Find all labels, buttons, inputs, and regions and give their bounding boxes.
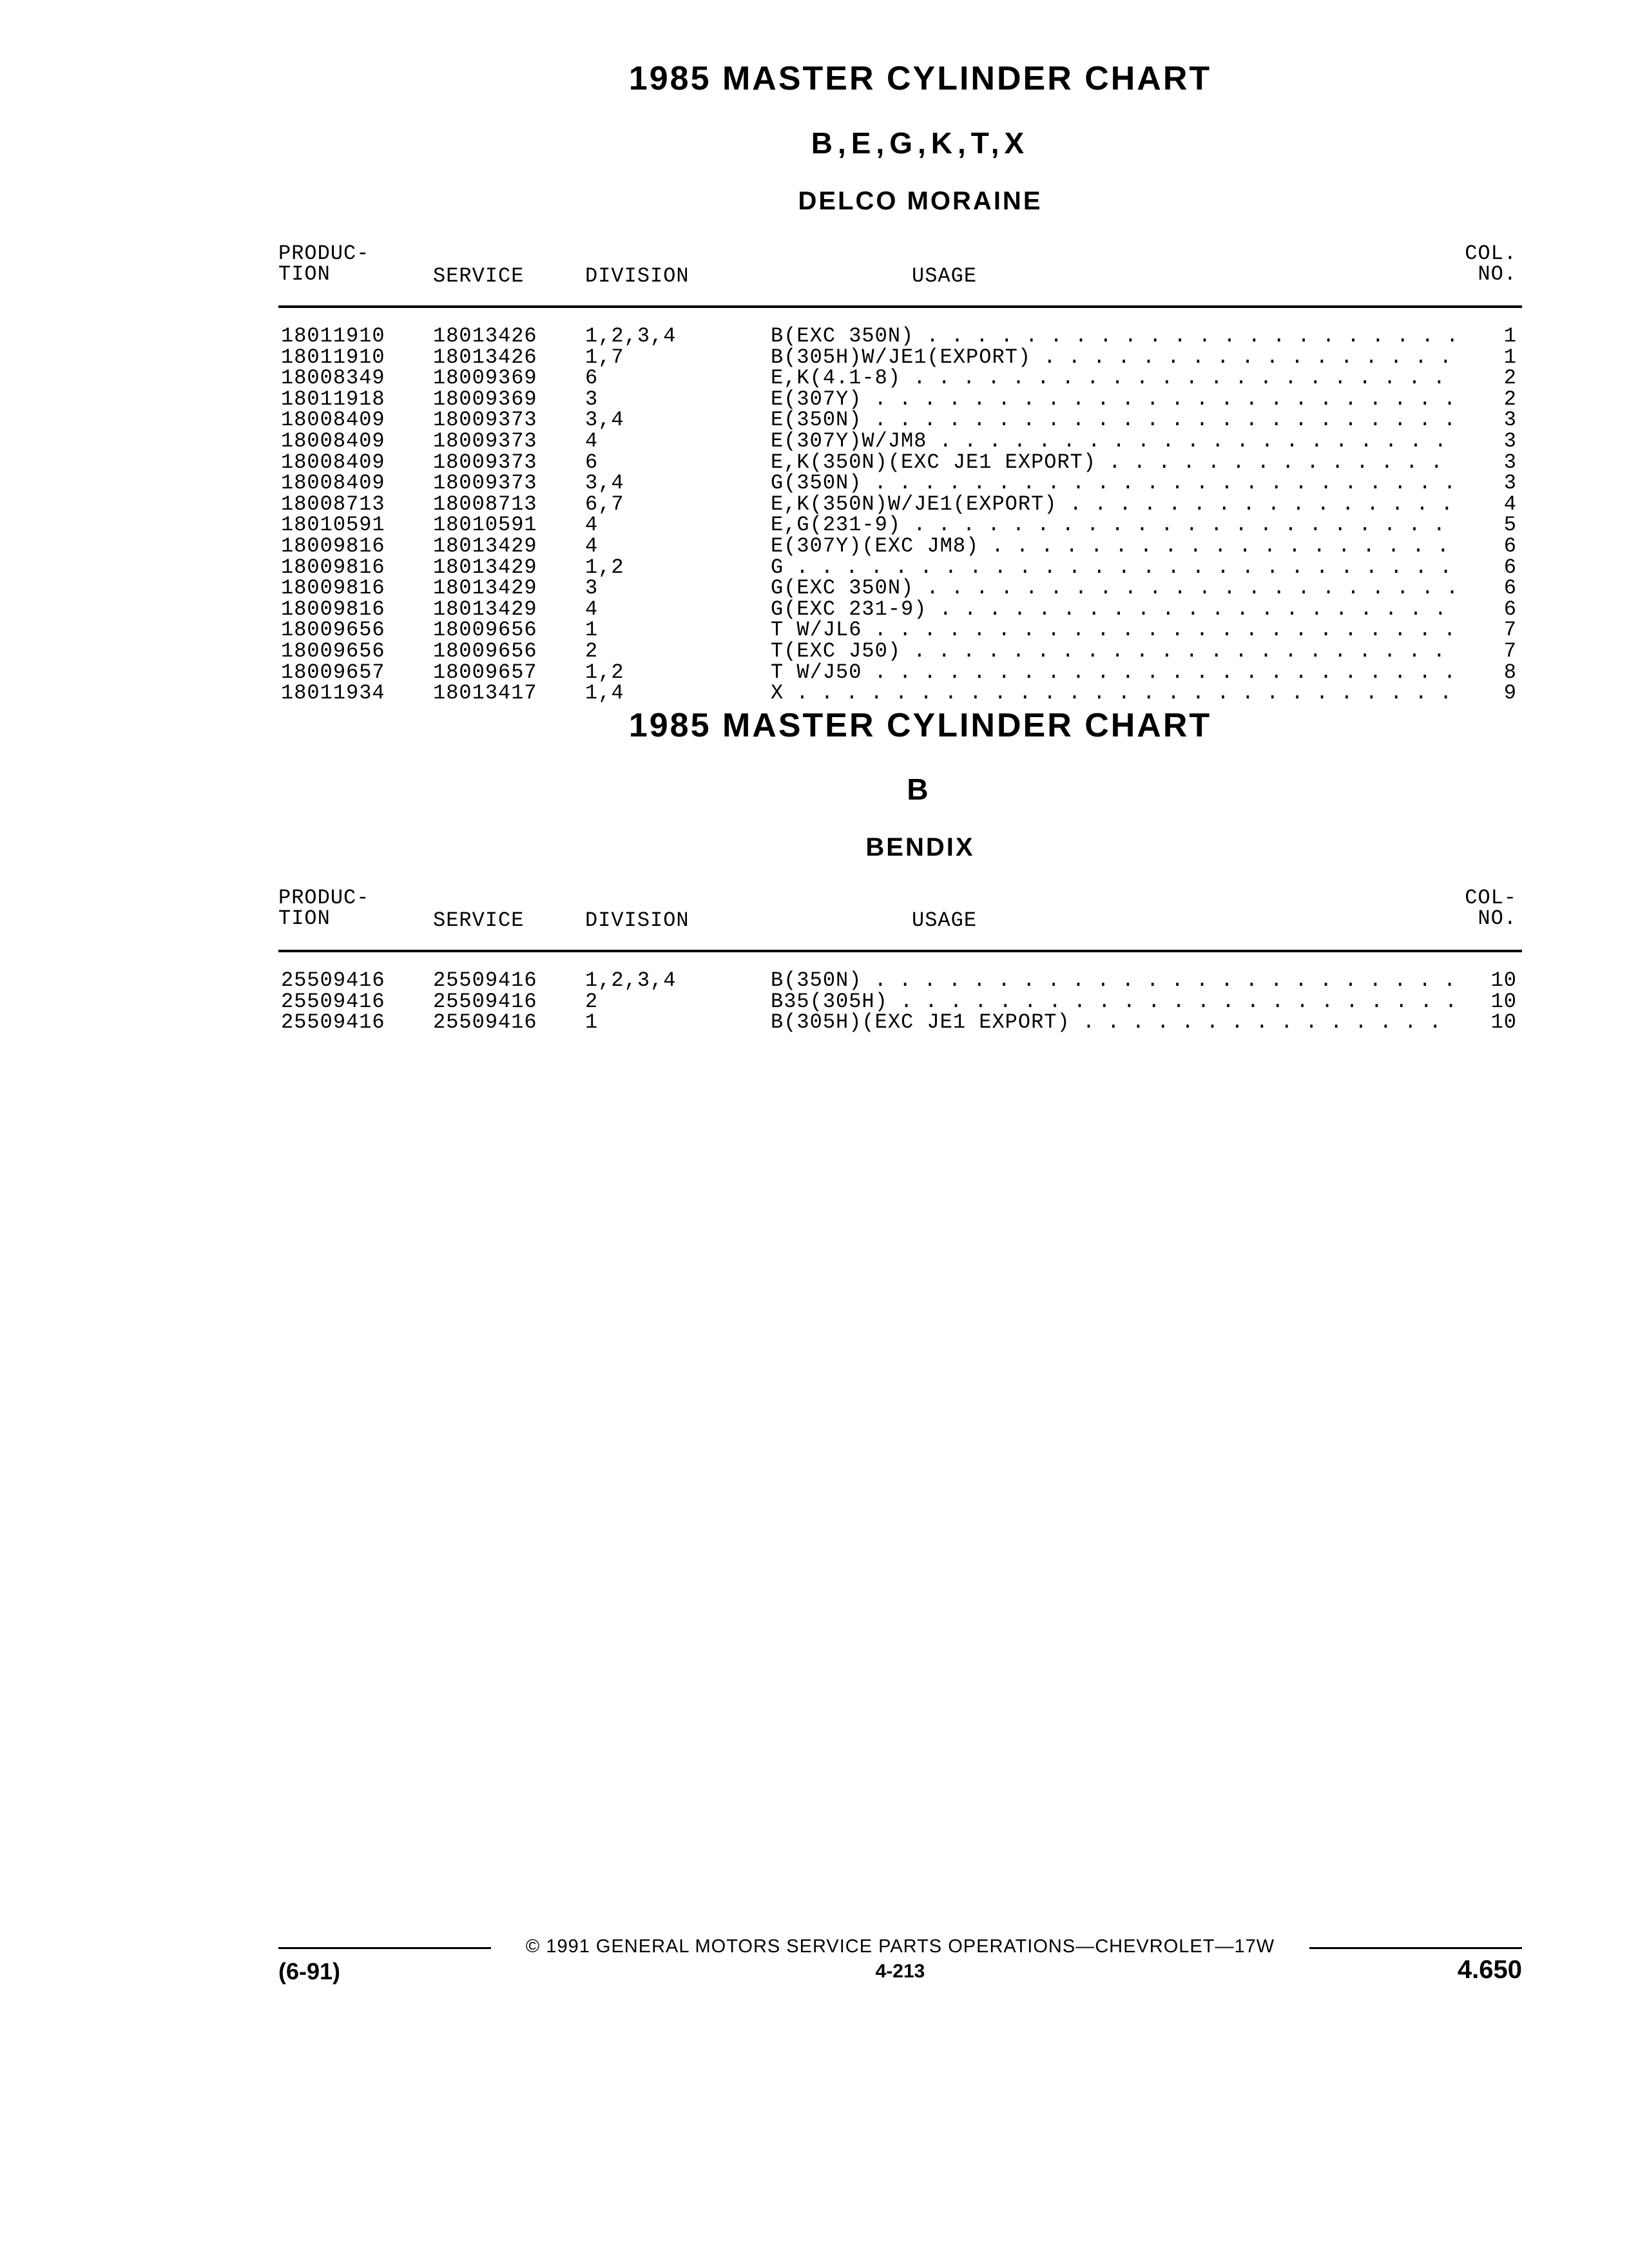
usage-cell: G(EXC 350N) . . .	[771, 578, 1454, 599]
production-cell: 18008349	[281, 366, 385, 390]
division-cell: 6	[585, 450, 599, 474]
service-cell: 18009656	[433, 639, 537, 663]
header-col-no: COL- NO.	[1465, 886, 1517, 930]
table-row	[278, 599, 1522, 620]
col-no-cell: 2	[1503, 366, 1517, 390]
division-cell: 2	[585, 989, 599, 1014]
header-usage: USAGE	[912, 264, 978, 288]
col-no-cell: 6	[1503, 555, 1517, 579]
production-cell: 18008409	[281, 408, 385, 432]
table-row	[278, 557, 1522, 579]
table-row	[278, 620, 1522, 641]
service-cell: 25509416	[433, 1010, 537, 1035]
bendix-table	[278, 888, 1522, 1033]
production-cell: 18011910	[281, 324, 385, 348]
col-no-cell: 3	[1503, 428, 1517, 453]
table-row	[278, 410, 1522, 431]
col-no-cell: 5	[1503, 513, 1517, 537]
usage-cell: X . . .	[771, 683, 1454, 704]
usage-cell: E,K(4.1-8) . . .	[771, 368, 1454, 389]
col-no-cell: 10	[1490, 968, 1517, 992]
delco-table	[278, 244, 1522, 704]
usage-cell: T(EXC J50) . . .	[771, 641, 1454, 662]
table-row	[278, 662, 1522, 684]
division-cell: 1	[585, 1010, 599, 1035]
col-no-cell: 2	[1503, 387, 1517, 411]
table-row	[278, 368, 1522, 389]
chart-subtitle: B,E,G,K,T,X	[811, 126, 1030, 160]
production-cell: 18011918	[281, 387, 385, 411]
service-cell: 18010591	[433, 513, 537, 537]
usage-cell: B(305H)W/JE1(EXPORT) . . .	[771, 347, 1454, 368]
header-col-no: COL. NO.	[1465, 242, 1517, 286]
production-cell: 18009816	[281, 555, 385, 579]
chart-subtitle-2: B	[907, 773, 934, 806]
production-cell: 25509416	[281, 989, 385, 1014]
col-no-cell: 3	[1503, 450, 1517, 474]
service-cell: 18009373	[433, 471, 537, 495]
col-no-cell: 7	[1503, 618, 1517, 642]
production-cell: 18009657	[281, 660, 385, 684]
division-cell: 1	[585, 618, 599, 642]
table-row	[278, 533, 1522, 558]
usage-cell: E,K(350N)(EXC JE1 EXPORT) . . .	[771, 452, 1454, 473]
col-no-cell: 3	[1503, 408, 1517, 432]
service-cell: 18013429	[433, 597, 537, 621]
service-cell: 18009373	[433, 408, 537, 432]
table-row	[278, 428, 1522, 453]
usage-cell: E,G(231-9) . . .	[771, 515, 1454, 535]
usage-cell: E(307Y)W/JM8 . . .	[771, 431, 1454, 452]
service-cell: 18013429	[433, 555, 537, 579]
usage-cell: G(EXC 231-9) . . .	[771, 599, 1454, 620]
production-cell: 18008713	[281, 492, 385, 516]
service-cell: 18013426	[433, 324, 537, 348]
col-no-cell: 1	[1503, 345, 1517, 369]
col-no-cell: 8	[1503, 660, 1517, 684]
table-header	[278, 888, 1522, 950]
usage-cell: E(307Y) . . .	[771, 389, 1454, 410]
division-cell: 1,4	[585, 681, 624, 706]
usage-cell: B35(305H) . . .	[771, 992, 1454, 1012]
header-production: PRODUC- TION	[278, 242, 370, 286]
production-cell: 18011910	[281, 345, 385, 369]
production-cell: 18008409	[281, 428, 385, 453]
copyright-text: © 1991 GENERAL MOTORS SERVICE PARTS OPERATIONS—CHEVROLET—17W	[525, 1936, 1275, 1957]
service-cell: 18013417	[433, 681, 537, 706]
col-no-cell: 10	[1490, 989, 1517, 1014]
division-cell: 1,2	[585, 555, 624, 579]
chart-title-2: 1985 MASTER CYLINDER CHART	[628, 707, 1212, 744]
page-number: 4-213	[875, 1961, 925, 1982]
usage-cell: E(350N) . . .	[771, 410, 1454, 430]
table-row	[278, 389, 1522, 410]
table-row	[278, 970, 1522, 992]
division-cell: 4	[585, 597, 599, 621]
production-cell: 18009816	[281, 597, 385, 621]
service-cell: 18009373	[433, 428, 537, 453]
header-production: PRODUC- TION	[278, 886, 370, 930]
page-footer	[278, 1936, 1522, 1988]
division-cell: 1,2,3,4	[585, 324, 677, 348]
division-cell: 2	[585, 639, 599, 663]
service-cell: 18009656	[433, 618, 537, 642]
usage-cell: G . . .	[771, 557, 1454, 578]
service-cell: 18008713	[433, 492, 537, 516]
supplier-name: DELCO MORAINE	[798, 187, 1043, 215]
col-no-cell: 3	[1503, 471, 1517, 495]
table-body	[278, 308, 1522, 704]
service-cell: 18009657	[433, 660, 537, 684]
table-row	[278, 473, 1522, 494]
header-service: SERVICE	[433, 908, 525, 932]
table-row	[278, 989, 1522, 1014]
table-row	[278, 494, 1522, 515]
production-cell: 18011934	[281, 681, 385, 706]
table-row	[278, 326, 1522, 347]
service-cell: 18013429	[433, 576, 537, 601]
table-row	[278, 515, 1522, 536]
usage-cell: B(305H)(EXC JE1 EXPORT) . . .	[771, 1012, 1454, 1033]
usage-cell: E(307Y)(EXC JM8) . . .	[771, 536, 1454, 557]
service-cell: 18009373	[433, 450, 537, 474]
production-cell: 25509416	[281, 968, 385, 992]
usage-cell: G(350N) . . .	[771, 473, 1454, 494]
division-cell: 1,2	[585, 660, 624, 684]
col-no-cell: 7	[1503, 639, 1517, 663]
service-cell: 18013426	[433, 345, 537, 369]
col-no-cell: 6	[1503, 576, 1517, 601]
table-row	[278, 347, 1522, 369]
division-cell: 3,4	[585, 408, 624, 432]
division-cell: 6,7	[585, 492, 624, 516]
table-body	[278, 952, 1522, 1033]
production-cell: 18009656	[281, 618, 385, 642]
division-cell: 4	[585, 428, 599, 453]
division-cell: 3	[585, 576, 599, 601]
table-row	[278, 578, 1522, 599]
col-no-cell: 10	[1490, 1010, 1517, 1035]
division-cell: 6	[585, 366, 599, 390]
table-row	[278, 683, 1522, 704]
division-cell: 3	[585, 387, 599, 411]
table-row	[278, 452, 1522, 474]
production-cell: 18008409	[281, 450, 385, 474]
service-cell: 18013429	[433, 533, 537, 558]
footer-rule-right	[1309, 1947, 1522, 1949]
usage-cell: B(350N) . . .	[771, 970, 1454, 991]
table-row	[278, 641, 1522, 662]
usage-cell: B(EXC 350N) . . .	[771, 326, 1454, 347]
division-cell: 3,4	[585, 471, 624, 495]
col-no-cell: 4	[1503, 492, 1517, 516]
header-division: DIVISION	[585, 908, 689, 932]
header-service: SERVICE	[433, 264, 525, 288]
revision-date: (6-91)	[278, 1958, 341, 1984]
division-cell: 1,7	[585, 345, 624, 369]
production-cell: 18008409	[281, 471, 385, 495]
supplier-name-2: BENDIX	[865, 833, 975, 861]
col-no-cell: 1	[1503, 324, 1517, 348]
division-cell: 4	[585, 533, 599, 558]
usage-cell: E,K(350N)W/JE1(EXPORT) . . .	[771, 494, 1454, 515]
usage-cell: T W/JL6 . . .	[771, 620, 1454, 640]
division-cell: 4	[585, 513, 599, 537]
service-cell: 25509416	[433, 968, 537, 992]
col-no-cell: 6	[1503, 533, 1517, 558]
footer-rule-left	[278, 1947, 491, 1949]
service-cell: 18009369	[433, 366, 537, 390]
col-no-cell: 9	[1503, 681, 1517, 706]
production-cell: 18009816	[281, 576, 385, 601]
service-cell: 25509416	[433, 989, 537, 1014]
chart-title: 1985 MASTER CYLINDER CHART	[628, 60, 1212, 97]
header-usage: USAGE	[912, 908, 978, 932]
usage-cell: T W/J50 . . .	[771, 662, 1454, 683]
division-cell: 1,2,3,4	[585, 968, 677, 992]
table-row	[278, 1012, 1522, 1033]
table-header	[278, 244, 1522, 305]
production-cell: 18009656	[281, 639, 385, 663]
header-division: DIVISION	[585, 264, 689, 288]
production-cell: 25509416	[281, 1010, 385, 1035]
col-no-cell: 6	[1503, 597, 1517, 621]
section-number: 4.650	[1457, 1956, 1522, 1984]
service-cell: 18009369	[433, 387, 537, 411]
production-cell: 18009816	[281, 533, 385, 558]
production-cell: 18010591	[281, 513, 385, 537]
